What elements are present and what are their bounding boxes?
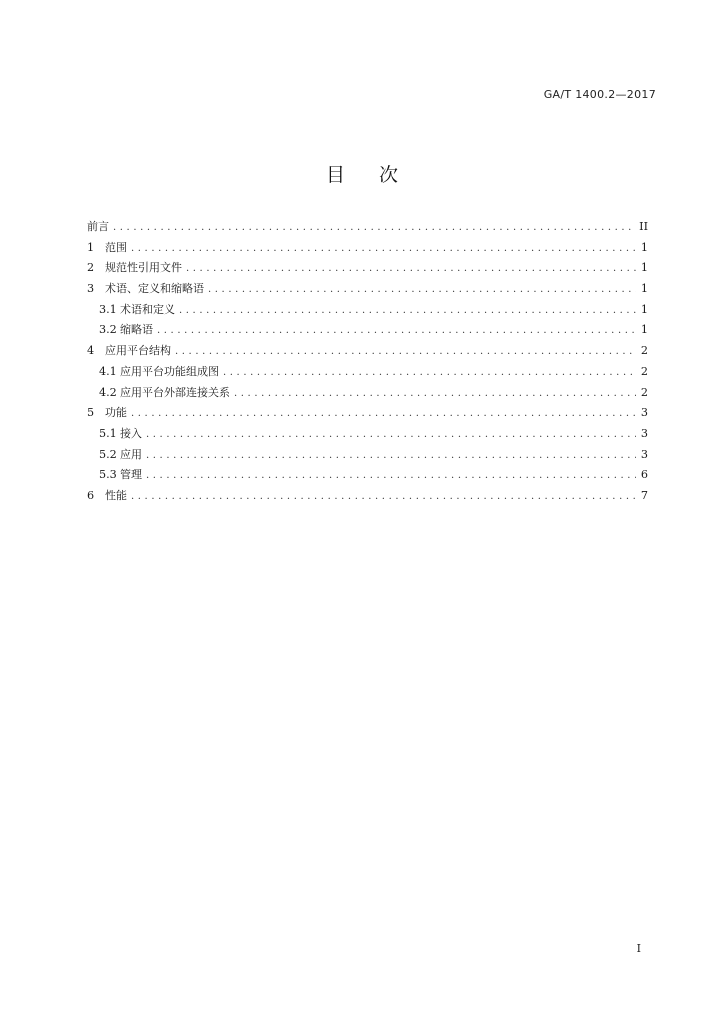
toc-entry-number: 1 bbox=[87, 240, 95, 254]
toc-entry[interactable] bbox=[87, 259, 648, 280]
toc-entry-page: 3 bbox=[640, 447, 648, 461]
toc-entry-label: 接入 bbox=[120, 426, 142, 440]
toc-entry-number: 3 bbox=[87, 282, 95, 296]
toc-leader-dots bbox=[234, 388, 636, 399]
toc-entry-number: 3.1 bbox=[99, 302, 117, 316]
standard-number: GA/T 1400.2—2017 bbox=[543, 88, 656, 101]
toc-entry-label: 应用平台功能组成图 bbox=[120, 364, 219, 378]
toc-entry-page: 3 bbox=[640, 426, 648, 440]
toc-entry-page: 2 bbox=[640, 385, 648, 399]
page-number: I bbox=[636, 942, 641, 955]
page-title: 目次 bbox=[325, 164, 432, 186]
toc-entry-label: 范围 bbox=[105, 240, 127, 254]
toc-entry-label: 术语、定义和缩略语 bbox=[105, 282, 204, 296]
toc-entry-label: 前言 bbox=[87, 220, 109, 233]
toc-entry-label: 应用平台外部连接关系 bbox=[120, 385, 230, 399]
toc-entry[interactable] bbox=[87, 342, 648, 363]
toc-entry-label: 规范性引用文件 bbox=[105, 261, 182, 275]
toc-entry-number: 5 bbox=[87, 406, 95, 420]
toc-entry-number: 4 bbox=[87, 344, 95, 358]
toc-entry[interactable] bbox=[87, 404, 648, 425]
toc-entry[interactable] bbox=[87, 280, 648, 301]
toc-entry[interactable] bbox=[87, 384, 648, 405]
toc-entry[interactable] bbox=[87, 425, 648, 446]
toc-entry-label: 功能 bbox=[105, 406, 127, 420]
toc-entry-page: 2 bbox=[640, 344, 648, 358]
toc-entry-number: 5.1 bbox=[99, 426, 117, 440]
toc-entry[interactable] bbox=[87, 446, 648, 467]
toc-entry-page: 7 bbox=[640, 488, 648, 502]
toc-leader-dots bbox=[208, 284, 636, 295]
toc-entry[interactable] bbox=[87, 363, 648, 384]
toc-entry[interactable] bbox=[87, 218, 648, 239]
toc-entry-page: 1 bbox=[640, 302, 648, 316]
table-of-contents bbox=[87, 218, 648, 508]
toc-entry[interactable] bbox=[87, 487, 648, 508]
toc-entry-label: 应用 bbox=[120, 447, 142, 461]
toc-entry-page: 1 bbox=[640, 323, 648, 337]
toc-entry-page: II bbox=[639, 220, 648, 233]
toc-entry-number: 6 bbox=[87, 488, 95, 502]
toc-entry-label: 缩略语 bbox=[120, 323, 153, 337]
toc-entry-page: 6 bbox=[640, 468, 648, 482]
toc-entry-page: 3 bbox=[640, 406, 648, 420]
toc-leader-dots bbox=[175, 346, 636, 357]
toc-entry-label: 管理 bbox=[120, 468, 142, 482]
toc-entry-number: 3.2 bbox=[99, 323, 117, 337]
toc-entry[interactable] bbox=[87, 301, 648, 322]
toc-entry-number: 5.2 bbox=[99, 447, 117, 461]
toc-entry-page: 2 bbox=[640, 364, 648, 378]
toc-leader-dots bbox=[186, 263, 636, 274]
toc-entry-page: 1 bbox=[640, 240, 648, 254]
toc-entry-label: 术语和定义 bbox=[120, 302, 175, 316]
toc-leader-dots bbox=[179, 305, 636, 316]
toc-leader-dots bbox=[223, 367, 636, 378]
toc-entry-number: 5.3 bbox=[99, 468, 117, 482]
toc-leader-dots bbox=[157, 325, 636, 336]
toc-leader-dots bbox=[146, 470, 636, 481]
toc-leader-dots bbox=[146, 450, 636, 461]
toc-entry[interactable] bbox=[87, 321, 648, 342]
toc-entry-number: 4.2 bbox=[99, 385, 117, 399]
toc-leader-dots bbox=[113, 222, 635, 233]
toc-entry-page: 1 bbox=[640, 261, 648, 275]
toc-leader-dots bbox=[131, 408, 636, 419]
toc-entry-number: 2 bbox=[87, 261, 95, 275]
toc-entry-page: 1 bbox=[640, 282, 648, 296]
toc-entry-label: 应用平台结构 bbox=[105, 344, 171, 358]
toc-leader-dots bbox=[131, 243, 636, 254]
toc-entry-number: 4.1 bbox=[99, 364, 117, 378]
toc-entry-label: 性能 bbox=[105, 488, 127, 502]
toc-leader-dots bbox=[146, 429, 636, 440]
toc-entry[interactable] bbox=[87, 239, 648, 260]
toc-entry[interactable] bbox=[87, 466, 648, 487]
toc-leader-dots bbox=[131, 491, 636, 502]
